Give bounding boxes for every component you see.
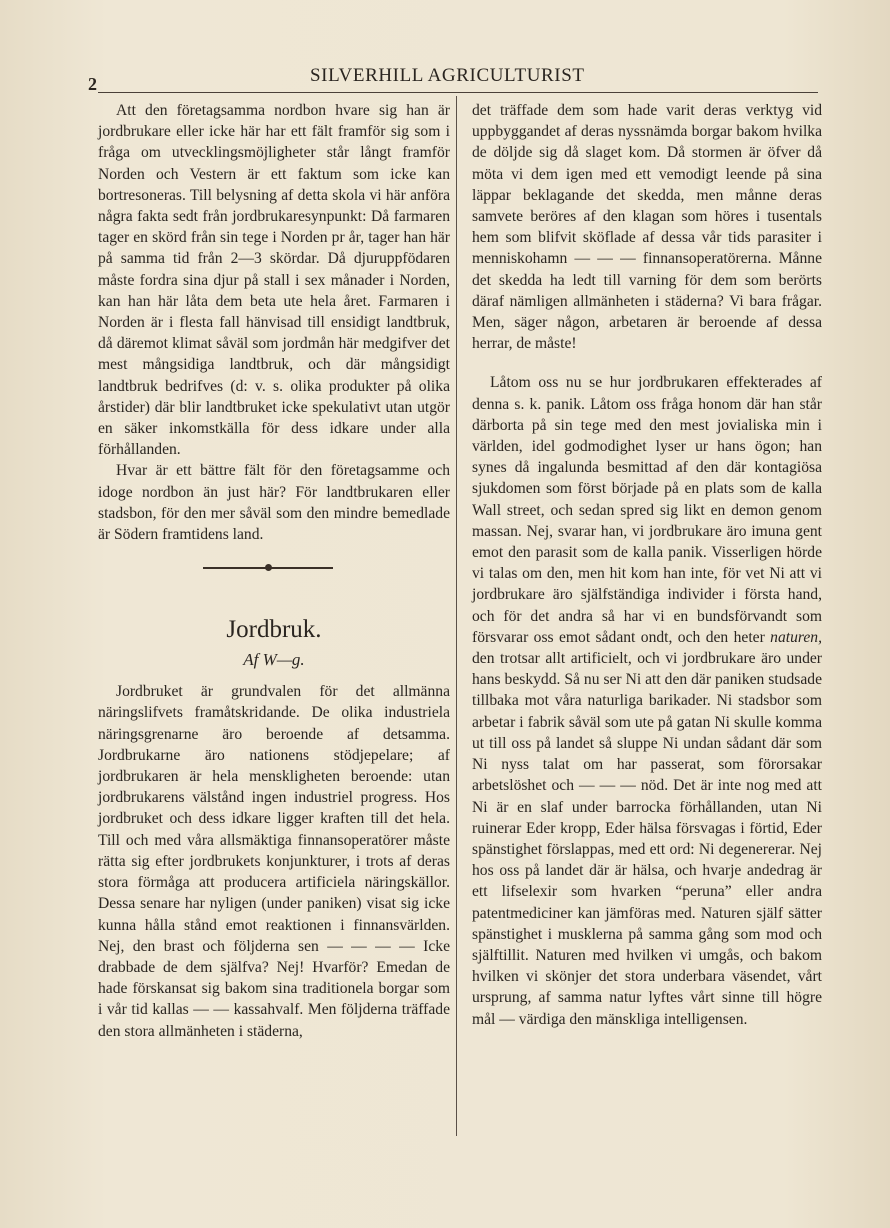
page-header bbox=[88, 62, 830, 92]
column-divider bbox=[456, 96, 457, 1136]
article-byline: Af W—g. bbox=[243, 650, 305, 670]
left-column bbox=[98, 100, 450, 1042]
running-title: SILVERHILL AGRICULTURIST bbox=[310, 65, 585, 86]
article-paragraph: Jordbruket är grundvalen för det allmänna näringslifvets framåtskridande. De olika industriela näringsgrenarne äro beroende af detsamma. Jordbrukarne äro nationens stödjepelare; af jordbrukaren är hela menskligheten beroende: utan jordbrukarens välstånd ingen industriel progress. Hos jordbruket och dess idkare ligger kraften till det hela. Till och med våra allsmäktiga finnansoperatörer måste rätta sig efter jordbrukets konjunkturer, i trots af deras stora förmåga att producera artificiela näringskällor. Dessa senare har nyligen (under paniken) visat sig icke kunna hålla stånd emot reaktionen i finnansvärlden. Nej, den brast och följderna sen — — — — Icke drabbade de dem själfva? Nej! Hvarför? Emedan de hade förskansat sig bakom sina traditionela borgar som i vår tid kallas — — kassahvalf. Men följderna träffade den stora allmänheten i städerna, bbox=[98, 683, 450, 1040]
header-rule bbox=[98, 92, 818, 93]
section-divider-ornament bbox=[98, 557, 450, 579]
italic-word: naturen, bbox=[770, 628, 822, 646]
closing-paragraph: Hvar är ett bättre fält för den företagsamme och idoge nordbon än just här? För landtbrukaren eller stadsbon, för den mer såväl som den mindre bemedlade är Södern framtidens land. bbox=[98, 462, 450, 544]
farmer-paragraph: Låtom oss nu se hur jordbrukaren effekterades af denna s. k. panik. Låtom oss fråga honom där han står därborta på sin tege med den mest jovialiska min i världen, idel godmodighet lyser ur hans ögon; han synes då ingalunda besmittad af den där kontagiösa sjukdomen som först började på en plats som de kalla Wall street, och sedan spred sig likt en demon genom massan. Nej, svarar han, vi jordbrukare äro imuna gent emot den parasit som de kalla panik. Visserligen hörde vi talas om den, men hit kom han inte, för vet Ni att vi jordbrukare äro själfständiga individer i första hand, och för det andra så har vi en bundsförvandt som försvarar oss emot sådant ondt, och den heter naturen, den trotsar allt artificielt, och vi jordbrukare äro under hans beskydd. Så nu ser Ni att den där paniken studsade tillbaka mot våra naturliga barikader. Ni stadsbor som arbetar i fabrik såväl som ute på gatan Ni skulle komma ut till oss på landet så sluppe Ni undan sådant där som Ni nyss talat om har passerat, som förorsakar arbetslöshet och — — — nöd. Det är inte nog med att Ni är en slaf under barrocka förhållanden, utan Ni ruinerar Eder kropp, Eder hälsa försvagas i förtid, Eder spänstighet förslappas, med ett ord: Ni degenererar. Nej hos oss på landet där är hälsa, och hvarje andedrag är ett lifselexir som hvarken “peruna” eller andra patentmediciner kan jämföras med. Naturen själf sätter spänstighet i musklerna på samma gång som mod och själftillit. Naturen med hvilken vi umgås, och bakom hvilken vi skönjer det stora underbara väsendet, vårt ursprung, af samma natur lyftes vårt sinne till högre mål — värdiga den mänskliga intelligensen. bbox=[472, 374, 822, 1028]
intro-paragraph: Att den företagsamma nordbon hvare sig han är jordbrukare eller icke här har ett fält framför sig som i fråga om utvecklingsmöjligheter står långt framför Norden och Vestern är ett faktum som icke kan bortresoneras. Till belysning af detta skola vi här anföra några fakta sedt från jordbrukaresynpunkt: Då farmaren tager en skörd från sin tege i Norden pr år, tager han här på samma tid från 2—3 skördar. Då djuruppfödaren måste fordra sina djur på stall i sex månader i Norden, kan han här låta dem beta ute hela året. Farmaren i Norden är i flesta fall hänvisad till ensidigt landtbruk, då däremot klimat såväl som jordmån här medgifver det mest mångsidiga landtbruk, och där mångsidigt landtbruk bedrifves (d: v. s. olika produkter på olika årstider) där blir landtbruket icke spekulativt utan utgör en säker inkomstkälla för dess idkare under alla förhållanden. bbox=[98, 102, 450, 459]
article-title: Jordbruk. bbox=[226, 616, 322, 644]
continued-paragraph: det träffade dem som hade varit deras verktyg vid uppbyggandet af deras nyssnämda borgar bakom hvilka de döljde sig då slaget kom. Då stormen är öfver då möta vi dem igen med ett vemodigt leende på sina läppar beklagande det skedda, men månne deras samvete beröres af den klagan som höres i tusentals hem som blifvit sköflade af dessa vår tids parasiter i menniskohamn — — — finnansoperatörerna. Månne det skedda ha ledt till varning för dem som berörts däraf nämligen allmänheten i städerna? Vi bara frågar. Men, säger någon, arbetaren är beroende af dessa herrar, de måste! bbox=[472, 102, 822, 353]
right-column bbox=[472, 100, 822, 1030]
page-number: 2 bbox=[88, 74, 97, 94]
